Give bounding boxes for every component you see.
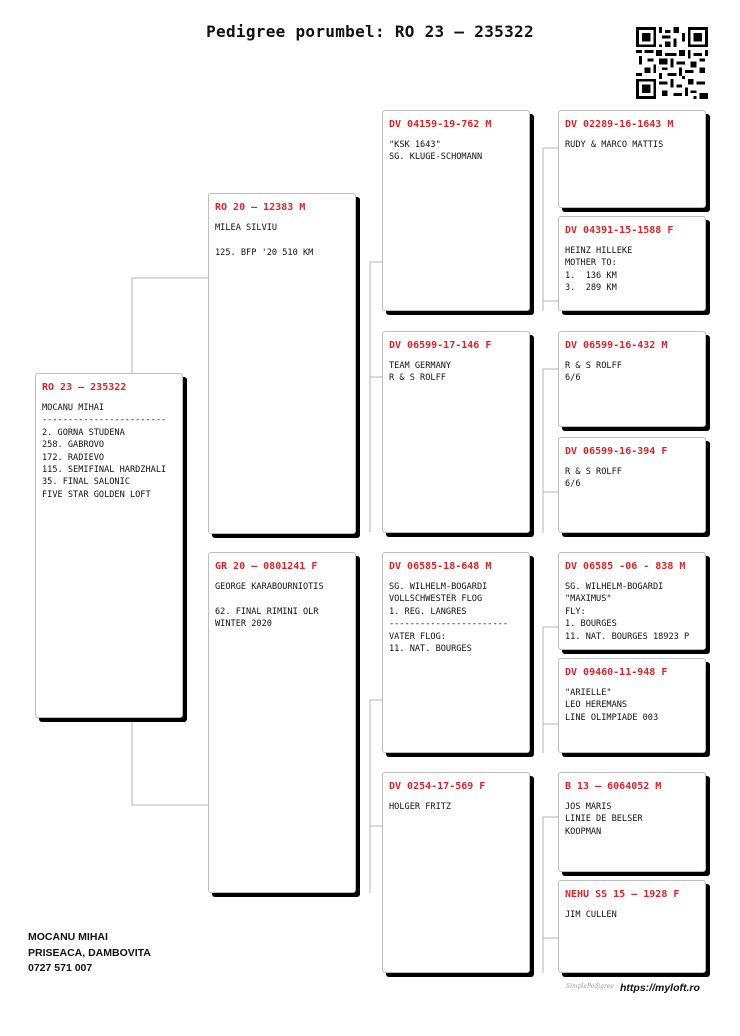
- owner-phone[interactable]: 0727 571 007: [28, 962, 93, 974]
- owner-info: [28, 930, 151, 977]
- card-details: HOLGER FRITZ: [389, 802, 452, 812]
- ring-number: DV 06599-16-432 M: [565, 340, 668, 351]
- pedigree-card-sire-dam[interactable]: [382, 331, 530, 533]
- ring-number: B 13 – 6064052 M: [565, 781, 662, 792]
- ring-number: RO 20 – 12383 M: [215, 202, 306, 213]
- pedigree-card-sire-dam-dam[interactable]: [558, 437, 706, 533]
- pedigree-card-dam[interactable]: [208, 552, 356, 893]
- website-link[interactable]: https://myloft.ro: [620, 982, 700, 994]
- signature-mark: SimplePedigree: [566, 983, 614, 990]
- pedigree-card-dam-sire-sire[interactable]: [558, 552, 706, 650]
- owner-name: MOCANU MIHAI: [28, 931, 108, 943]
- pedigree-card-sire-sire-dam[interactable]: [558, 216, 706, 311]
- ring-number: DV 04391-15-1588 F: [565, 225, 674, 236]
- pedigree-card-sire-sire[interactable]: [382, 110, 530, 311]
- ring-number: DV 0254-17-569 F: [389, 781, 486, 792]
- pedigree-card-dam-dam[interactable]: [382, 772, 530, 973]
- ring-number: RO 23 – 235322: [42, 382, 127, 393]
- ring-number: DV 06585-18-648 M: [389, 561, 492, 572]
- ring-number: DV 06585 -06 - 838 M: [565, 561, 686, 572]
- pedigree-card-dam-dam-dam[interactable]: [558, 880, 706, 973]
- card-details: R & S ROLFF 6/6: [565, 467, 622, 490]
- card-details: JIM CULLEN: [565, 910, 617, 920]
- card-details: GEORGE KARABOURNIOTIS 62. FINAL RIMINI OLR WINTER 2020: [215, 582, 324, 630]
- page-title: Pedigree porumbel: RO 23 – 235322: [206, 22, 534, 41]
- pedigree-card-dam-sire[interactable]: [382, 552, 530, 753]
- qr-code-icon[interactable]: [636, 27, 708, 99]
- pedigree-card-subject[interactable]: [35, 373, 183, 718]
- ring-number: DV 02289-16-1643 M: [565, 119, 674, 130]
- ring-number: DV 06599-16-394 F: [565, 446, 668, 457]
- card-details: SG. WILHELM-BOGARDI "MAXIMUS" FLY: 1. BOURGES 11. NAT. BOURGES 18923 P: [565, 582, 690, 642]
- ring-number: DV 06599-17-146 F: [389, 340, 492, 351]
- card-details: HEINZ HILLEKE MOTHER TO: 1. 136 KM 3. 289 KM: [565, 246, 633, 294]
- card-details: "ARIELLE" LEO HEREMANS LINE OLIMPIADE 003: [565, 688, 659, 723]
- card-details: MOCANU MIHAI ------------------------ 2. GORNA STUDENA 258. GABROVO 172. RADIEVO 115. SEMIFINAL HARDZHALI 35. FINAL SALONIC FIVE STAR GOLDEN LOFT: [42, 403, 167, 500]
- card-details: RUDY & MARCO MATTIS: [565, 140, 664, 150]
- ring-number: NEHU SS 15 – 1928 F: [565, 889, 680, 900]
- pedigree-card-sire-dam-sire[interactable]: [558, 331, 706, 427]
- card-details: JOS MARIS LINIE DE BELSER KOOPMAN: [565, 802, 643, 837]
- pedigree-card-sire-sire-sire[interactable]: [558, 110, 706, 208]
- card-details: R & S ROLFF 6/6: [565, 361, 622, 384]
- card-details: "KSK 1643" SG. KLUGE-SCHOMANN: [389, 140, 483, 163]
- ring-number: DV 09460-11-948 F: [565, 667, 668, 678]
- ring-number: DV 04159-19-762 M: [389, 119, 492, 130]
- pedigree-card-dam-dam-sire[interactable]: [558, 772, 706, 872]
- card-details: MILEA SILVIU 125. BFP '20 510 KM: [215, 223, 314, 258]
- pedigree-card-dam-sire-dam[interactable]: [558, 658, 706, 753]
- ring-number: GR 20 – 0801241 F: [215, 561, 318, 572]
- card-details: SG. WILHELM-BOGARDI VOLLSCHWESTER FLOG 1. REG. LANGRES ----------------------- VATER FLOG: 11. NAT. BOURGES: [389, 582, 508, 655]
- owner-location: PRISEACA, DAMBOVITA: [28, 946, 151, 959]
- card-details: TEAM GERMANY R & S ROLFF: [389, 361, 452, 384]
- pedigree-card-sire[interactable]: [208, 193, 356, 534]
